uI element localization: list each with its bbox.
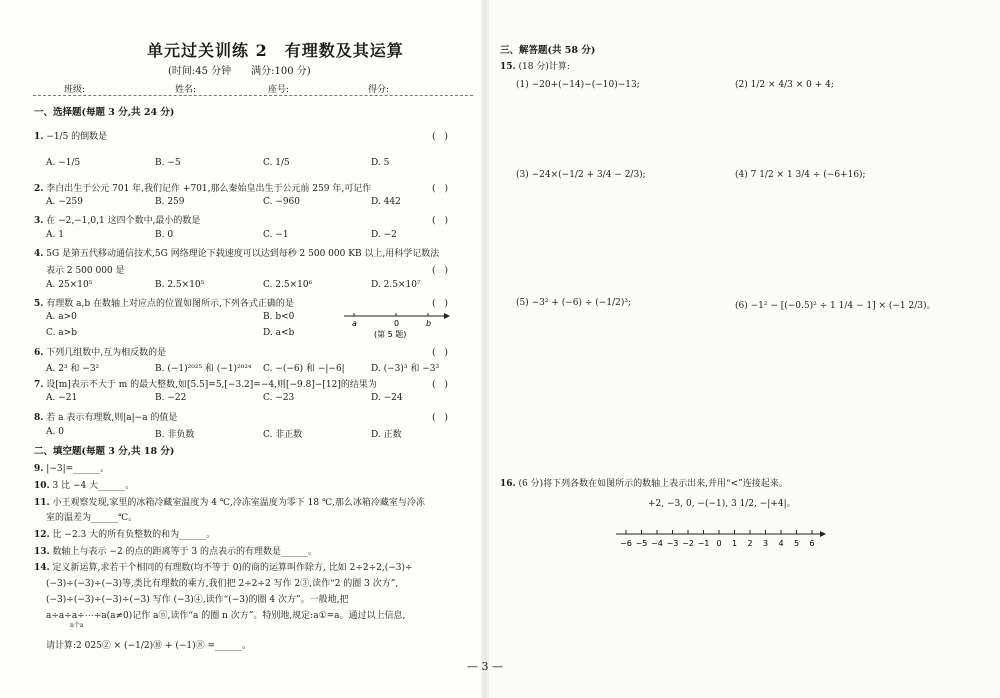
answer-paren: ( ) [432,216,449,226]
page-title: 单元过关训练 2 有理数及其运算 [147,41,404,60]
q8-option-a: A. 0 [46,427,64,437]
label-a: a [352,319,357,328]
question-10: 10. 3 比 −4 大______。 [34,481,135,491]
q1-option-b: B. −5 [155,158,181,168]
tick-label: 6 [809,539,815,548]
q8-option-c: C. 非正数 [263,430,303,440]
tick-label: 0 [716,539,722,548]
q7-option-a: A. −21 [46,393,78,403]
arrow-right-icon [820,531,826,537]
q4-option-b: B. 2.5×10⁵ [155,280,205,290]
tick-label: −2 [682,539,694,548]
answer-paren: ( ) [432,299,449,309]
question-7: 7. 设[m]表示不大于 m 的最大整数,如[5.5]=5,[−3.2]=−4,则[−9.8]−[12]的结果为 [34,380,377,390]
question-12: 12. 比 −2.3 大的所有负整数的和为______。 [34,530,216,540]
q15-item-3: (3) −24×(−1/2 + 3/4 − 2/3); [516,170,646,180]
field-name: 姓名: [175,85,197,95]
q1-option-a: A. −1/5 [46,158,81,168]
q1-option-d: D. 5 [371,158,390,168]
q1-option-c: C. 1/5 [263,158,290,168]
field-score: 得分: [368,85,390,95]
question-11-line2: 室的温差为______℃。 [46,513,138,523]
q5-option-d: D. a<b [263,328,295,338]
answer-paren: ( ) [432,132,449,142]
answer-paren: ( ) [432,380,449,390]
page-fold [481,0,489,698]
question-16: 16. (6 分)将下列各数在如图所示的数轴上表示出来,并用“<”连接起来。 [500,479,788,489]
question-3: 3. 在 −2,−1,0,1 这四个数中,最小的数是 [34,216,201,226]
tick-label: −4 [651,539,663,548]
question-15: 15. (18 分)计算: [500,62,570,72]
answer-paren: ( ) [432,184,449,194]
section-fill-heading: 二、填空题(每题 3 分,共 18 分) [34,446,175,457]
q6-option-c: C. −(−6) 和 −|−6| [263,364,345,374]
q5-option-a: A. a>0 [46,312,77,322]
tick-label: −6 [620,539,632,548]
field-class: 班级: [64,85,86,95]
question-14-line2: (−3)÷(−3)÷(−3)等,类比有理数的乘方,我们把 2÷2÷2 写作 2③,读作“2 的圈 3 次方”, [46,579,399,589]
q4-option-d: D. 2.5×10⁷ [371,280,421,290]
q6-option-b: B. (−1)²⁰²⁵ 和 (−1)²⁰²⁴ [155,364,252,374]
tick-label: −3 [666,539,679,548]
question-14-line4: a÷a÷a÷⋯÷a(a≠0)记作 aⓝ,读作“a 的圈 n 次方”。特别地,规定:a①=a。通过以上信息, [46,611,406,621]
question-14: 14. 定义新运算,求若干个相同的有理数(均不等于 0)的商的运算叫作除方, 比如 2÷2÷2,(−3)÷ [34,563,413,573]
label-b: b [426,319,432,328]
q2-option-c: C. −960 [263,197,301,207]
tick-group [620,530,814,548]
field-seat: 座号: [268,85,290,95]
q8-option-b: B. 非负数 [155,430,195,440]
q2-option-a: A. −259 [46,197,83,207]
section-answer-heading: 三、解答题(共 58 分) [500,45,596,56]
q7-option-d: D. −24 [371,393,403,403]
q3-option-b: B. 0 [155,230,174,240]
q3-option-a: A. 1 [46,230,64,240]
label-0: 0 [394,319,400,328]
question-13: 13. 数轴上与表示 −2 的点的距离等于 3 的点表示的有理数是______。 [34,547,317,557]
answer-paren: ( ) [432,413,449,423]
q16-numbers: +2, −3, 0, −(−1), 3 1/2, −|+4|。 [648,499,796,509]
underbrace-label: n个a [70,622,84,629]
q4-option-a: A. 25×10⁵ [46,280,93,290]
q5-number-line-figure [340,308,450,340]
q5-option-c: C. a>b [46,328,77,338]
tick-label: 3 [762,539,769,548]
q8-option-d: D. 正数 [371,430,402,440]
q7-option-c: C. −23 [263,393,295,403]
q2-option-b: B. 259 [155,197,185,207]
tick-label: −1 [697,539,710,548]
q6-option-d: D. (−3)³ 和 −3³ [371,364,440,374]
question-9: 9. |−3|=______。 [34,464,110,474]
question-1: 1. −1/5 的倒数是 [34,132,108,142]
question-6: 6. 下列几组数中,互为相反数的是 [34,348,167,358]
q4-option-c: C. 2.5×10⁶ [263,280,313,290]
answer-paren: ( ) [432,266,449,276]
question-14-line5: 请计算:2 025② × (−1/2)⑩ + (−1)⑧ =______。 [46,641,252,651]
question-4-line2: 表示 2 500 000 是 [46,266,125,276]
page-subtitle: (时间:45 分钟 满分:100 分) [168,66,311,77]
q15-item-1: (1) −20+(−14)−(−10)−13; [516,80,640,90]
q2-option-d: D. 442 [371,197,401,207]
q5-option-b: B. b<0 [263,312,295,322]
tick-label: 2 [747,539,753,548]
tick-label: 5 [793,539,800,548]
q15-item-6: (6) −1² − [(−0.5)² ÷ 1 1/4 − 1] × (−1 2/3)。 [735,301,936,311]
question-11: 11. 小王观察发现,家里的冰箱冷藏室温度为 4 ℃,冷冻室温度为零下 18 ℃,那么冰箱冷藏室与冷冻 [34,498,425,508]
q15-item-2: (2) 1/2 × 4/3 × 0 + 4; [735,80,834,90]
q7-option-b: B. −22 [155,393,187,403]
q15-item-4: (4) 7 1/2 × 1 3/4 ÷ (−6+16); [735,170,866,180]
q3-option-c: C. −1 [263,230,289,240]
arrow-right-icon [444,313,450,319]
question-5: 5. 有理数 a,b 在数轴上对应点的位置如图所示,下列各式正确的是 [34,299,294,309]
tick-label: −5 [635,539,648,548]
right-page [489,0,1000,698]
q3-option-d: D. −2 [371,230,397,240]
q15-item-5: (5) −3² + (−6) ÷ (−1/2)³; [516,298,631,308]
question-4: 4. 5G 是第五代移动通信技术,5G 网络理论下载速度可以达到每秒 2 500 000 KB 以上,用科学记数法 [34,249,440,259]
section-choice-heading: 一、选择题(每题 3 分,共 24 分) [34,107,175,118]
header-divider [33,95,473,96]
tick-label: 4 [778,539,784,548]
question-8: 8. 若 a 表示有理数,则|a|−a 的值是 [34,413,178,423]
page-number: — 3 — [467,660,503,673]
question-14-line3: (−3)÷(−3)÷(−3)÷(−3) 写作 (−3)④,读作“(−3)的圈 4 次方”。一般地,把 [46,595,349,605]
tick-label: 1 [731,539,738,548]
q16-number-line [612,525,828,553]
figure-caption: (第 5 题) [374,330,407,339]
q6-option-a: A. 2³ 和 −3² [46,364,100,374]
question-2: 2. 李白出生于公元 701 年,我们记作 +701,那么秦始皇出生于公元前 259 年,可记作 [34,184,372,194]
answer-paren: ( ) [432,348,449,358]
